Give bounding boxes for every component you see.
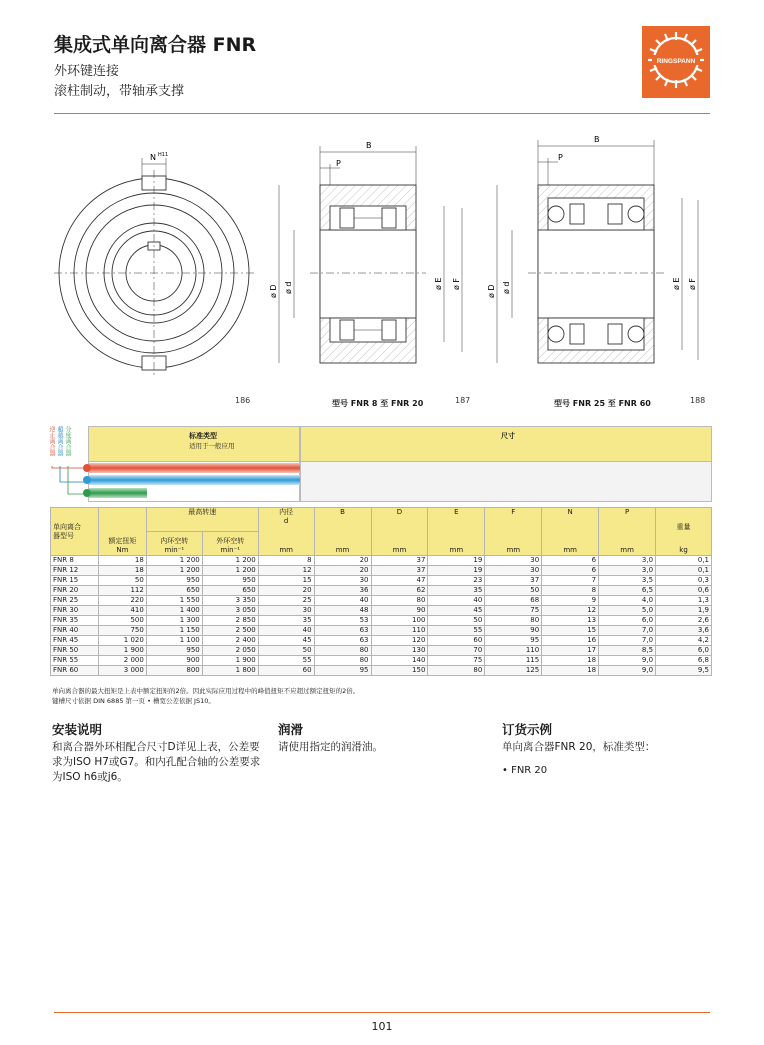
table-cell: 1 020 — [98, 636, 146, 646]
unit-weight: kg — [656, 532, 712, 556]
table-cell: 18 — [98, 566, 146, 576]
table-cell: 1 800 — [202, 666, 258, 676]
table-cell: 4,2 — [656, 636, 712, 646]
cell-type: FNR 30 — [51, 606, 99, 616]
table-cell: 1,9 — [656, 606, 712, 616]
table-cell: 0,6 — [656, 586, 712, 596]
label-indexing: 分度离合器 — [64, 426, 71, 456]
dot-overrunning — [83, 476, 91, 484]
lube-text: 请使用指定的润滑油。 — [278, 741, 383, 753]
table-cell: 1 200 — [202, 556, 258, 566]
table-cell: 3 050 — [202, 606, 258, 616]
standard-type-subtitle: 适用于一般应用 — [189, 442, 235, 450]
install-title: 安装说明 — [52, 722, 103, 737]
table-cell: 80 — [314, 656, 371, 666]
col-N: N — [542, 508, 599, 532]
table-cell: 8,5 — [599, 646, 656, 656]
table-cell: 60 — [428, 636, 485, 646]
table-cell: 112 — [98, 586, 146, 596]
table-cell: 35 — [258, 616, 314, 626]
table-cell: 6,8 — [656, 656, 712, 666]
label-E-small: ø E — [434, 277, 443, 290]
table-cell: 18 — [542, 656, 599, 666]
col-torque: 额定扭矩 Nm — [98, 532, 146, 556]
table-cell: 50 — [485, 586, 542, 596]
table-cell: 500 — [98, 616, 146, 626]
note-keyway: 键槽尺寸依据 DIN 6885 第一页 • 槽宽公差依据 JS10。 — [52, 697, 215, 705]
table-cell: 1 200 — [146, 566, 202, 576]
label-D-large: ø D — [487, 284, 496, 298]
table-cell: 1 300 — [146, 616, 202, 626]
table-cell: 410 — [98, 606, 146, 616]
table-cell: 110 — [371, 626, 428, 636]
dimensions-body — [300, 462, 712, 502]
label-B-small: B — [366, 141, 372, 150]
note-peak-torque: 单向离合器的最大扭矩是上表中额定扭矩的2倍。因此实际应用过程中的峰值扭矩不应超过额定扭矩的2倍。 — [52, 687, 360, 695]
table-cell: 13 — [542, 616, 599, 626]
section-view-large — [497, 140, 698, 363]
label-P-large: P — [558, 153, 563, 162]
unit-P: mm — [599, 532, 656, 556]
table-cell: 18 — [542, 666, 599, 676]
table-cell: 6,5 — [599, 586, 656, 596]
table-cell: 750 — [98, 626, 146, 636]
table-cell: 9,0 — [599, 666, 656, 676]
table-row — [51, 616, 712, 626]
table-cell: 950 — [202, 576, 258, 586]
table-cell: 95 — [314, 666, 371, 676]
bar-indexing — [89, 488, 147, 498]
figure-caption-small: 型号 FNR 8 至 FNR 20 — [332, 399, 424, 408]
bottom-divider — [54, 1012, 710, 1013]
table-cell: 125 — [485, 666, 542, 676]
table-cell: 80 — [428, 666, 485, 676]
table-cell: 4,0 — [599, 596, 656, 606]
table-cell: 30 — [258, 606, 314, 616]
table-cell: 19 — [428, 556, 485, 566]
order-text: 单向离合器FNR 20，标准类型： — [502, 741, 656, 753]
label-B-large: B — [594, 135, 600, 144]
table-cell: 7,0 — [599, 636, 656, 646]
table-row — [51, 586, 712, 596]
col-torque-top — [98, 508, 146, 532]
technical-drawings — [54, 130, 710, 410]
drawing-svg — [54, 130, 710, 410]
table-cell: 3,6 — [656, 626, 712, 636]
table-cell: 30 — [485, 566, 542, 576]
table-cell: 1 100 — [146, 636, 202, 646]
standard-type-title: 标准类型 — [189, 432, 217, 440]
table-cell: 17 — [542, 646, 599, 656]
type-legend — [48, 424, 712, 504]
bar-backstop — [89, 463, 301, 473]
col-P: P — [599, 508, 656, 532]
cell-type: FNR 20 — [51, 586, 99, 596]
table-cell: 2 000 — [98, 656, 146, 666]
table-cell: 5,0 — [599, 606, 656, 616]
table-cell: 90 — [371, 606, 428, 616]
table-cell: 55 — [428, 626, 485, 636]
cell-type: FNR 12 — [51, 566, 99, 576]
table-cell: 37 — [485, 576, 542, 586]
ringspann-logo — [642, 26, 710, 98]
table-cell: 1,3 — [656, 596, 712, 606]
install-text: 和离合器外环相配合尺寸D详见上表，公差要求为ISO H7或G7。和内孔配合轴的公差要求为ISO h6或j6。 — [52, 741, 261, 783]
table-cell: 1 200 — [146, 556, 202, 566]
table-cell: 8 — [542, 586, 599, 596]
specification-table — [50, 507, 712, 676]
table-cell: 110 — [485, 646, 542, 656]
figure-number-188: 188 — [690, 396, 706, 405]
table-cell: 2 400 — [202, 636, 258, 646]
table-cell: 130 — [371, 646, 428, 656]
table-cell: 1 150 — [146, 626, 202, 636]
unit-bore: mm — [258, 532, 314, 556]
table-cell: 9 — [542, 596, 599, 606]
order-bullet: • FNR 20 — [502, 765, 548, 776]
table-row — [51, 566, 712, 576]
table-cell: 3,5 — [599, 576, 656, 586]
table-cell: 75 — [485, 606, 542, 616]
table-cell: 8 — [258, 556, 314, 566]
table-cell: 47 — [371, 576, 428, 586]
cell-type: FNR 15 — [51, 576, 99, 586]
table-cell: 80 — [371, 596, 428, 606]
table-notes — [52, 686, 359, 706]
label-D-small: ø D — [269, 284, 278, 298]
table-cell: 1 900 — [98, 646, 146, 656]
table-cell: 2 050 — [202, 646, 258, 656]
table-cell: 48 — [314, 606, 371, 616]
table-cell: 18 — [98, 556, 146, 566]
label-overrunning: 超越离合器 — [56, 426, 63, 456]
table-cell: 36 — [314, 586, 371, 596]
order-title: 订货示例 — [502, 722, 553, 737]
table-row — [51, 606, 712, 616]
col-type: 单向离合 器型号 — [51, 508, 99, 556]
cell-type: FNR 60 — [51, 666, 99, 676]
col-D: D — [371, 508, 428, 532]
table-cell: 3 350 — [202, 596, 258, 606]
table-cell: 25 — [258, 596, 314, 606]
table-cell: 650 — [202, 586, 258, 596]
label-P-small: P — [336, 159, 341, 168]
table-cell: 80 — [314, 646, 371, 656]
table-row — [51, 656, 712, 666]
label-d-small: ø d — [284, 281, 293, 294]
table-cell: 80 — [485, 616, 542, 626]
table-cell: 90 — [485, 626, 542, 636]
table-cell: 150 — [371, 666, 428, 676]
col-outer-free: 外环空转 min⁻¹ — [202, 532, 258, 556]
table-cell: 2 500 — [202, 626, 258, 636]
table-cell: 40 — [428, 596, 485, 606]
table-cell: 1 550 — [146, 596, 202, 606]
cell-type: FNR 45 — [51, 636, 99, 646]
logo-text: RINGSPANN — [656, 58, 696, 65]
lube-title: 润滑 — [278, 722, 304, 737]
table-cell: 6,0 — [656, 646, 712, 656]
table-row — [51, 666, 712, 676]
table-cell: 30 — [485, 556, 542, 566]
table-cell: 50 — [258, 646, 314, 656]
table-cell: 12 — [542, 606, 599, 616]
label-d-large: ø d — [502, 281, 511, 294]
col-max-speed: 最高转速 — [146, 508, 258, 532]
table-cell: 50 — [98, 576, 146, 586]
label-N: N — [150, 153, 156, 162]
standard-type-header — [88, 426, 300, 462]
table-cell: 20 — [258, 586, 314, 596]
table-cell: 30 — [314, 576, 371, 586]
col-bore: 内径 d — [258, 508, 314, 532]
table-cell: 950 — [146, 646, 202, 656]
table-row — [51, 646, 712, 656]
cell-type: FNR 35 — [51, 616, 99, 626]
bar-overrunning — [89, 475, 301, 485]
table-cell: 9,0 — [599, 656, 656, 666]
label-H11: H11 — [158, 152, 169, 158]
top-divider — [54, 113, 710, 114]
table-cell: 950 — [146, 576, 202, 586]
table-cell: 100 — [371, 616, 428, 626]
table-cell: 6,0 — [599, 616, 656, 626]
table-cell: 37 — [371, 556, 428, 566]
table-cell: 16 — [542, 636, 599, 646]
cell-type: FNR 25 — [51, 596, 99, 606]
table-cell: 70 — [428, 646, 485, 656]
figure-number-187: 187 — [455, 396, 471, 405]
table-cell: 19 — [428, 566, 485, 576]
col-F: F — [485, 508, 542, 532]
dimensions-header — [300, 426, 712, 462]
dot-indexing — [83, 489, 91, 497]
table-cell: 0,3 — [656, 576, 712, 586]
label-F-large: ø F — [688, 277, 697, 290]
table-cell: 9,5 — [656, 666, 712, 676]
unit-F: mm — [485, 532, 542, 556]
table-cell: 1 400 — [146, 606, 202, 616]
table-cell: 650 — [146, 586, 202, 596]
dimensions-title: 尺寸 — [501, 432, 515, 440]
table-cell: 7,0 — [599, 626, 656, 636]
table-body — [51, 556, 712, 676]
col-inner-free: 内环空转 min⁻¹ — [146, 532, 202, 556]
table-cell: 3,0 — [599, 556, 656, 566]
figure-number-186: 186 — [235, 396, 251, 405]
table-cell: 6 — [542, 556, 599, 566]
table-cell: 23 — [428, 576, 485, 586]
unit-N: mm — [542, 532, 599, 556]
table-cell: 50 — [428, 616, 485, 626]
col-B: B — [314, 508, 371, 532]
table-cell: 63 — [314, 636, 371, 646]
label-E-large: ø E — [672, 277, 681, 290]
type-bars — [88, 462, 300, 502]
label-backstop: 逆止离合器 — [48, 426, 55, 456]
table-cell: 220 — [98, 596, 146, 606]
front-view-drawing — [54, 158, 254, 378]
table-cell: 900 — [146, 656, 202, 666]
table-cell: 37 — [371, 566, 428, 576]
subtitle-roller-bearing: 滚柱制动，带轴承支撑 — [54, 84, 185, 99]
table-row — [51, 626, 712, 636]
table-cell: 45 — [258, 636, 314, 646]
page-title: 集成式单向离合器 FNR — [54, 34, 257, 56]
cell-type: FNR 50 — [51, 646, 99, 656]
table-cell: 1 900 — [202, 656, 258, 666]
table-cell: 63 — [314, 626, 371, 636]
figure-caption-large: 型号 FNR 25 至 FNR 60 — [554, 399, 651, 408]
table-cell: 1 200 — [202, 566, 258, 576]
table-cell: 800 — [146, 666, 202, 676]
table-cell: 35 — [428, 586, 485, 596]
table-row — [51, 556, 712, 566]
page-number: 101 — [371, 1020, 393, 1033]
ringspann-logo-graphic — [642, 26, 710, 98]
table-cell: 40 — [314, 596, 371, 606]
table-cell: 3,0 — [599, 566, 656, 576]
table-cell: 40 — [258, 626, 314, 636]
table-cell: 120 — [371, 636, 428, 646]
table-cell: 0,1 — [656, 556, 712, 566]
cell-type: FNR 55 — [51, 656, 99, 666]
table-cell: 20 — [314, 566, 371, 576]
unit-B: mm — [314, 532, 371, 556]
table-cell: 3 000 — [98, 666, 146, 676]
table-cell: 60 — [258, 666, 314, 676]
table-cell: 95 — [485, 636, 542, 646]
table-cell: 15 — [542, 626, 599, 636]
table-cell: 68 — [485, 596, 542, 606]
unit-E: mm — [428, 532, 485, 556]
dot-backstop — [83, 464, 91, 472]
cell-type: FNR 8 — [51, 556, 99, 566]
table-cell: 2 850 — [202, 616, 258, 626]
col-E: E — [428, 508, 485, 532]
table-cell: 7 — [542, 576, 599, 586]
table-cell: 15 — [258, 576, 314, 586]
table-cell: 53 — [314, 616, 371, 626]
table-cell: 12 — [258, 566, 314, 576]
table-cell: 2,6 — [656, 616, 712, 626]
unit-D: mm — [371, 532, 428, 556]
table-row — [51, 576, 712, 586]
table-cell: 55 — [258, 656, 314, 666]
label-F-small: ø F — [452, 277, 461, 290]
table-cell: 6 — [542, 566, 599, 576]
table-cell: 0,1 — [656, 566, 712, 576]
table-cell: 20 — [314, 556, 371, 566]
table-cell: 75 — [428, 656, 485, 666]
table-row — [51, 596, 712, 606]
table-row — [51, 636, 712, 646]
section-view-small — [279, 146, 462, 363]
table-cell: 115 — [485, 656, 542, 666]
cell-type: FNR 40 — [51, 626, 99, 636]
table-cell: 140 — [371, 656, 428, 666]
col-weight: 重量 — [656, 508, 712, 532]
subtitle-key-connection: 外环键连接 — [54, 64, 120, 79]
table-cell: 62 — [371, 586, 428, 596]
table-cell: 45 — [428, 606, 485, 616]
